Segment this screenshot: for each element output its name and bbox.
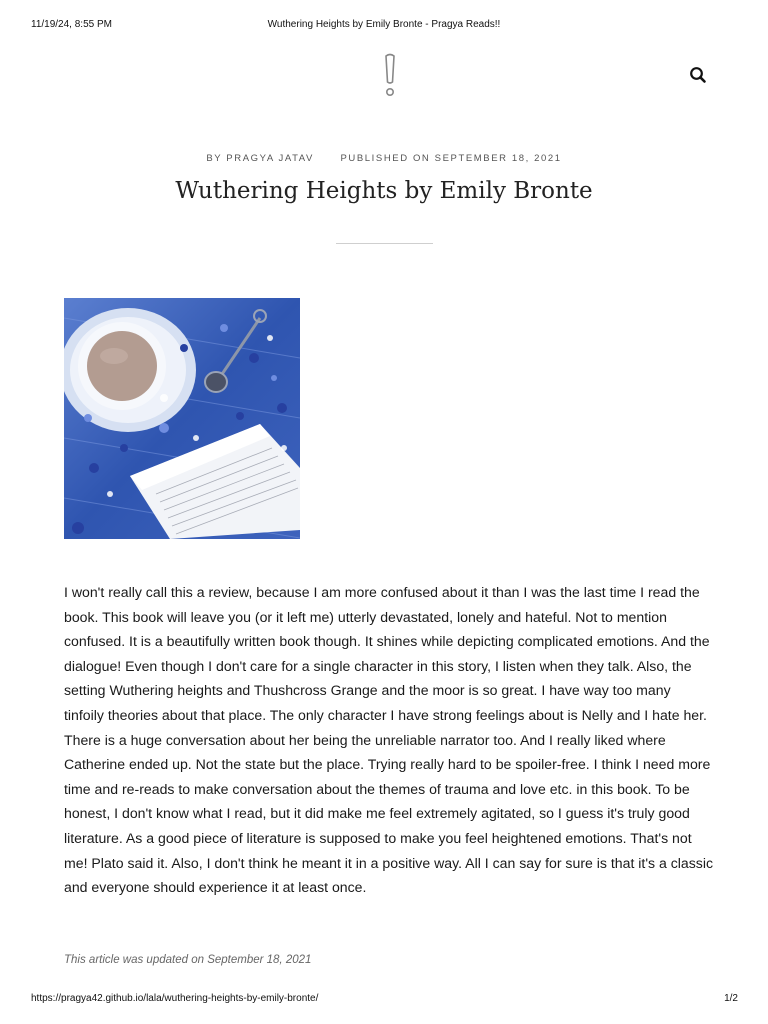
print-datetime: 11/19/24, 8:55 PM [31,19,112,30]
print-page-number: 1/2 [724,993,738,1004]
post-body: I won't really call this a review, because I am more confused about it than I was the last time I read the book. This book will leave you (or it left me) utterly devastated, lonely and hateful. Not to mention confused. It is a beautifully written book though. It shines while depicting complicated emotions. And the dialogue! Even though I don't care for a single character in this story, I listen when they talk. Also, the setting Wuthering heights and Thushcross Grange and the moor is so great. I have way too many tinfoily theories about that place. The only character I have strong feelings about is Nelly and I hate her. There is a huge conversation about her being the unreliable narrator too. And I really liked where Catherine ended up. Not the state but the place. Trying really hard to be spoiler-free. I think I need more time and re-reads to make conversation about the themes of trauma and love etc. in this book. To be honest, I don't know what I read, but it did make me feel extremely agitated, so I guess it's truly good literature. As a good piece of literature is supposed to make you feel heightened emotions. That's not me! Plato said it. Also, I don't think he meant it in a positive way. All I can say for sure is that it's a classic and everyone should experience it at least once. [64,584,714,896]
updated-note: This article was updated on September 18, 2021 [64,954,312,966]
page-title: Wuthering Heights by Emily Bronte [175,178,593,204]
print-url: https://pragya42.github.io/lala/wuthering-heights-by-emily-bronte/ [31,993,319,1004]
by-label: BY [206,153,223,164]
print-page-title: Wuthering Heights by Emily Bronte - Pragya Reads!! [267,19,501,30]
title-divider [336,243,433,244]
search-icon[interactable] [687,64,709,86]
post-meta [0,153,768,164]
featured-image [64,298,300,539]
published-date: PUBLISHED ON SEPTEMBER 18, 2021 [340,153,562,164]
author-link[interactable]: PRAGYA JATAV [226,153,314,164]
exclamation-mark-logo[interactable] [368,50,412,100]
